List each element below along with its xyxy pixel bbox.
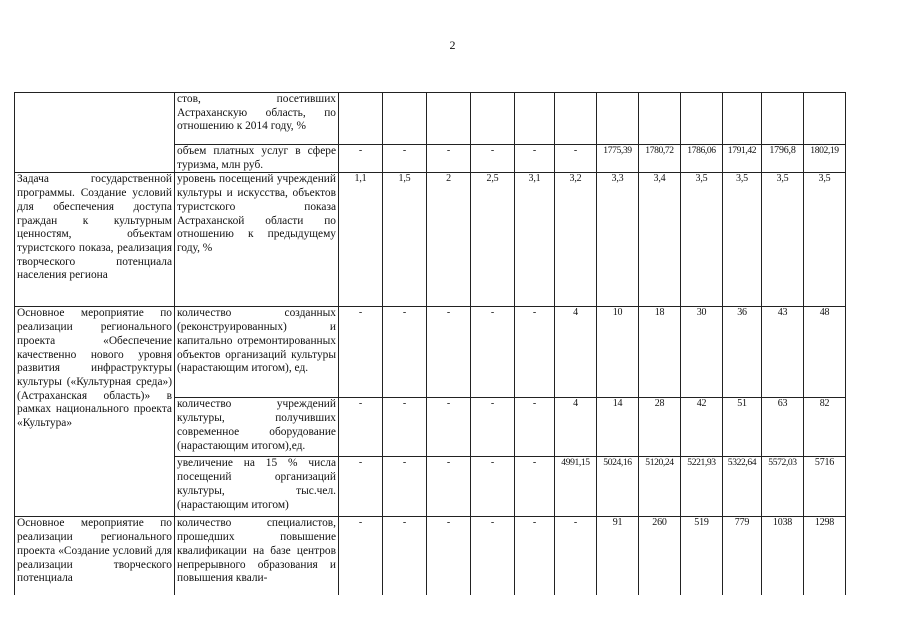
value-cell: -: [471, 145, 515, 173]
value-cell: 2,5: [471, 173, 515, 307]
value-cell: -: [383, 145, 427, 173]
value-cell: 43: [762, 307, 804, 398]
value-cell: -: [515, 457, 555, 517]
value-cell: -: [515, 517, 555, 595]
value-cell: [723, 93, 762, 145]
value-cell: 42: [681, 398, 723, 457]
value-cell: 91: [597, 517, 639, 595]
value-cell: 1786,06: [681, 145, 723, 173]
value-cell: 30: [681, 307, 723, 398]
value-cell: -: [515, 145, 555, 173]
value-cell: 519: [681, 517, 723, 595]
value-cell: 3,3: [597, 173, 639, 307]
indicator-cell: уровень посещений учреждений культуры и искусства, объектов туристского показа Астраханской области по отношению к предыдущему году, %: [175, 173, 339, 307]
value-cell: 4991,15: [555, 457, 597, 517]
value-cell: -: [383, 398, 427, 457]
value-cell: 5024,16: [597, 457, 639, 517]
value-cell: -: [339, 145, 383, 173]
value-cell: -: [555, 145, 597, 173]
value-cell: -: [427, 457, 471, 517]
value-cell: 3,5: [681, 173, 723, 307]
value-cell: [762, 93, 804, 145]
value-cell: 5221,93: [681, 457, 723, 517]
value-cell: 5322,64: [723, 457, 762, 517]
page-number: 2: [449, 38, 456, 52]
value-cell: 779: [723, 517, 762, 595]
value-cell: 28: [639, 398, 681, 457]
value-cell: 1298: [804, 517, 846, 595]
table-row: [15, 517, 846, 595]
value-cell: -: [339, 307, 383, 398]
table-row: [15, 173, 846, 307]
value-cell: 1796,8: [762, 145, 804, 173]
value-cell: 260: [639, 517, 681, 595]
value-cell: 5120,24: [639, 457, 681, 517]
value-cell: [597, 93, 639, 145]
value-cell: [471, 93, 515, 145]
value-cell: 3,5: [723, 173, 762, 307]
value-cell: -: [339, 457, 383, 517]
value-cell: -: [427, 307, 471, 398]
value-cell: 14: [597, 398, 639, 457]
value-cell: 63: [762, 398, 804, 457]
value-cell: -: [427, 398, 471, 457]
value-cell: -: [471, 398, 515, 457]
value-cell: 5572,03: [762, 457, 804, 517]
table-row: [15, 307, 846, 398]
value-cell: 4: [555, 307, 597, 398]
value-cell: [427, 93, 471, 145]
value-cell: -: [383, 457, 427, 517]
value-cell: 18: [639, 307, 681, 398]
value-cell: [639, 93, 681, 145]
value-cell: -: [339, 517, 383, 595]
indicator-cell: количество специалистов, прошедших повышение квалификации на базе центров непрерывного образования и повышения квали-: [175, 517, 339, 595]
table-row: [15, 93, 846, 145]
indicator-cell: увеличение на 15 % числа посещений организаций культуры, тыс.чел. (нарастающим итогом): [175, 457, 339, 517]
measure-cell: Задача государственной программы. Создание условий для обеспечения доступа граждан к культурным ценностям, объектам туристского показа, реализация творческого потенциала населения региона: [15, 173, 175, 307]
value-cell: -: [515, 307, 555, 398]
value-cell: [515, 93, 555, 145]
value-cell: 5716: [804, 457, 846, 517]
value-cell: 1,5: [383, 173, 427, 307]
value-cell: 1775,39: [597, 145, 639, 173]
value-cell: -: [515, 398, 555, 457]
value-cell: -: [471, 307, 515, 398]
value-cell: [383, 93, 427, 145]
value-cell: -: [427, 517, 471, 595]
value-cell: [804, 93, 846, 145]
value-cell: 3,2: [555, 173, 597, 307]
value-cell: [555, 93, 597, 145]
value-cell: 4: [555, 398, 597, 457]
value-cell: -: [471, 517, 515, 595]
value-cell: 1,1: [339, 173, 383, 307]
value-cell: 2: [427, 173, 471, 307]
indicator-cell: количество учреждений культуры, получивших современное оборудование (нарастающим итогом),ед.: [175, 398, 339, 457]
value-cell: 51: [723, 398, 762, 457]
value-cell: 10: [597, 307, 639, 398]
value-cell: 3,5: [804, 173, 846, 307]
value-cell: -: [555, 517, 597, 595]
value-cell: -: [339, 398, 383, 457]
value-cell: 48: [804, 307, 846, 398]
value-cell: 82: [804, 398, 846, 457]
indicator-cell: стов, посетивших Астраханскую область, по отношению к 2014 году, %: [175, 93, 339, 145]
value-cell: [339, 93, 383, 145]
value-cell: 1802,19: [804, 145, 846, 173]
value-cell: 3,4: [639, 173, 681, 307]
value-cell: 1038: [762, 517, 804, 595]
value-cell: -: [427, 145, 471, 173]
indicator-cell: объем платных услуг в сфере туризма, млн руб.: [175, 145, 339, 173]
value-cell: 1791,42: [723, 145, 762, 173]
value-cell: 1780,72: [639, 145, 681, 173]
indicator-cell: количество созданных (реконструированных) и капитально отремонтированных объектов организаций культуры (нарастающим итогом), ед.: [175, 307, 339, 398]
value-cell: [681, 93, 723, 145]
measure-cell: [15, 93, 175, 173]
indicators-table: [14, 92, 846, 595]
value-cell: -: [471, 457, 515, 517]
value-cell: -: [383, 307, 427, 398]
measure-cell: Основное мероприятие по реализации регионального проекта «Обеспечение качественно нового уровня развития инфраструктуры культуры («Культурная среда») (Астраханская область)» в рамках национального проекта «Культура»: [15, 307, 175, 517]
value-cell: 3,5: [762, 173, 804, 307]
measure-cell: Основное мероприятие по реализации регионального проекта «Создание условий для реализации творческого потенциала: [15, 517, 175, 595]
value-cell: 36: [723, 307, 762, 398]
value-cell: 3,1: [515, 173, 555, 307]
value-cell: -: [383, 517, 427, 595]
